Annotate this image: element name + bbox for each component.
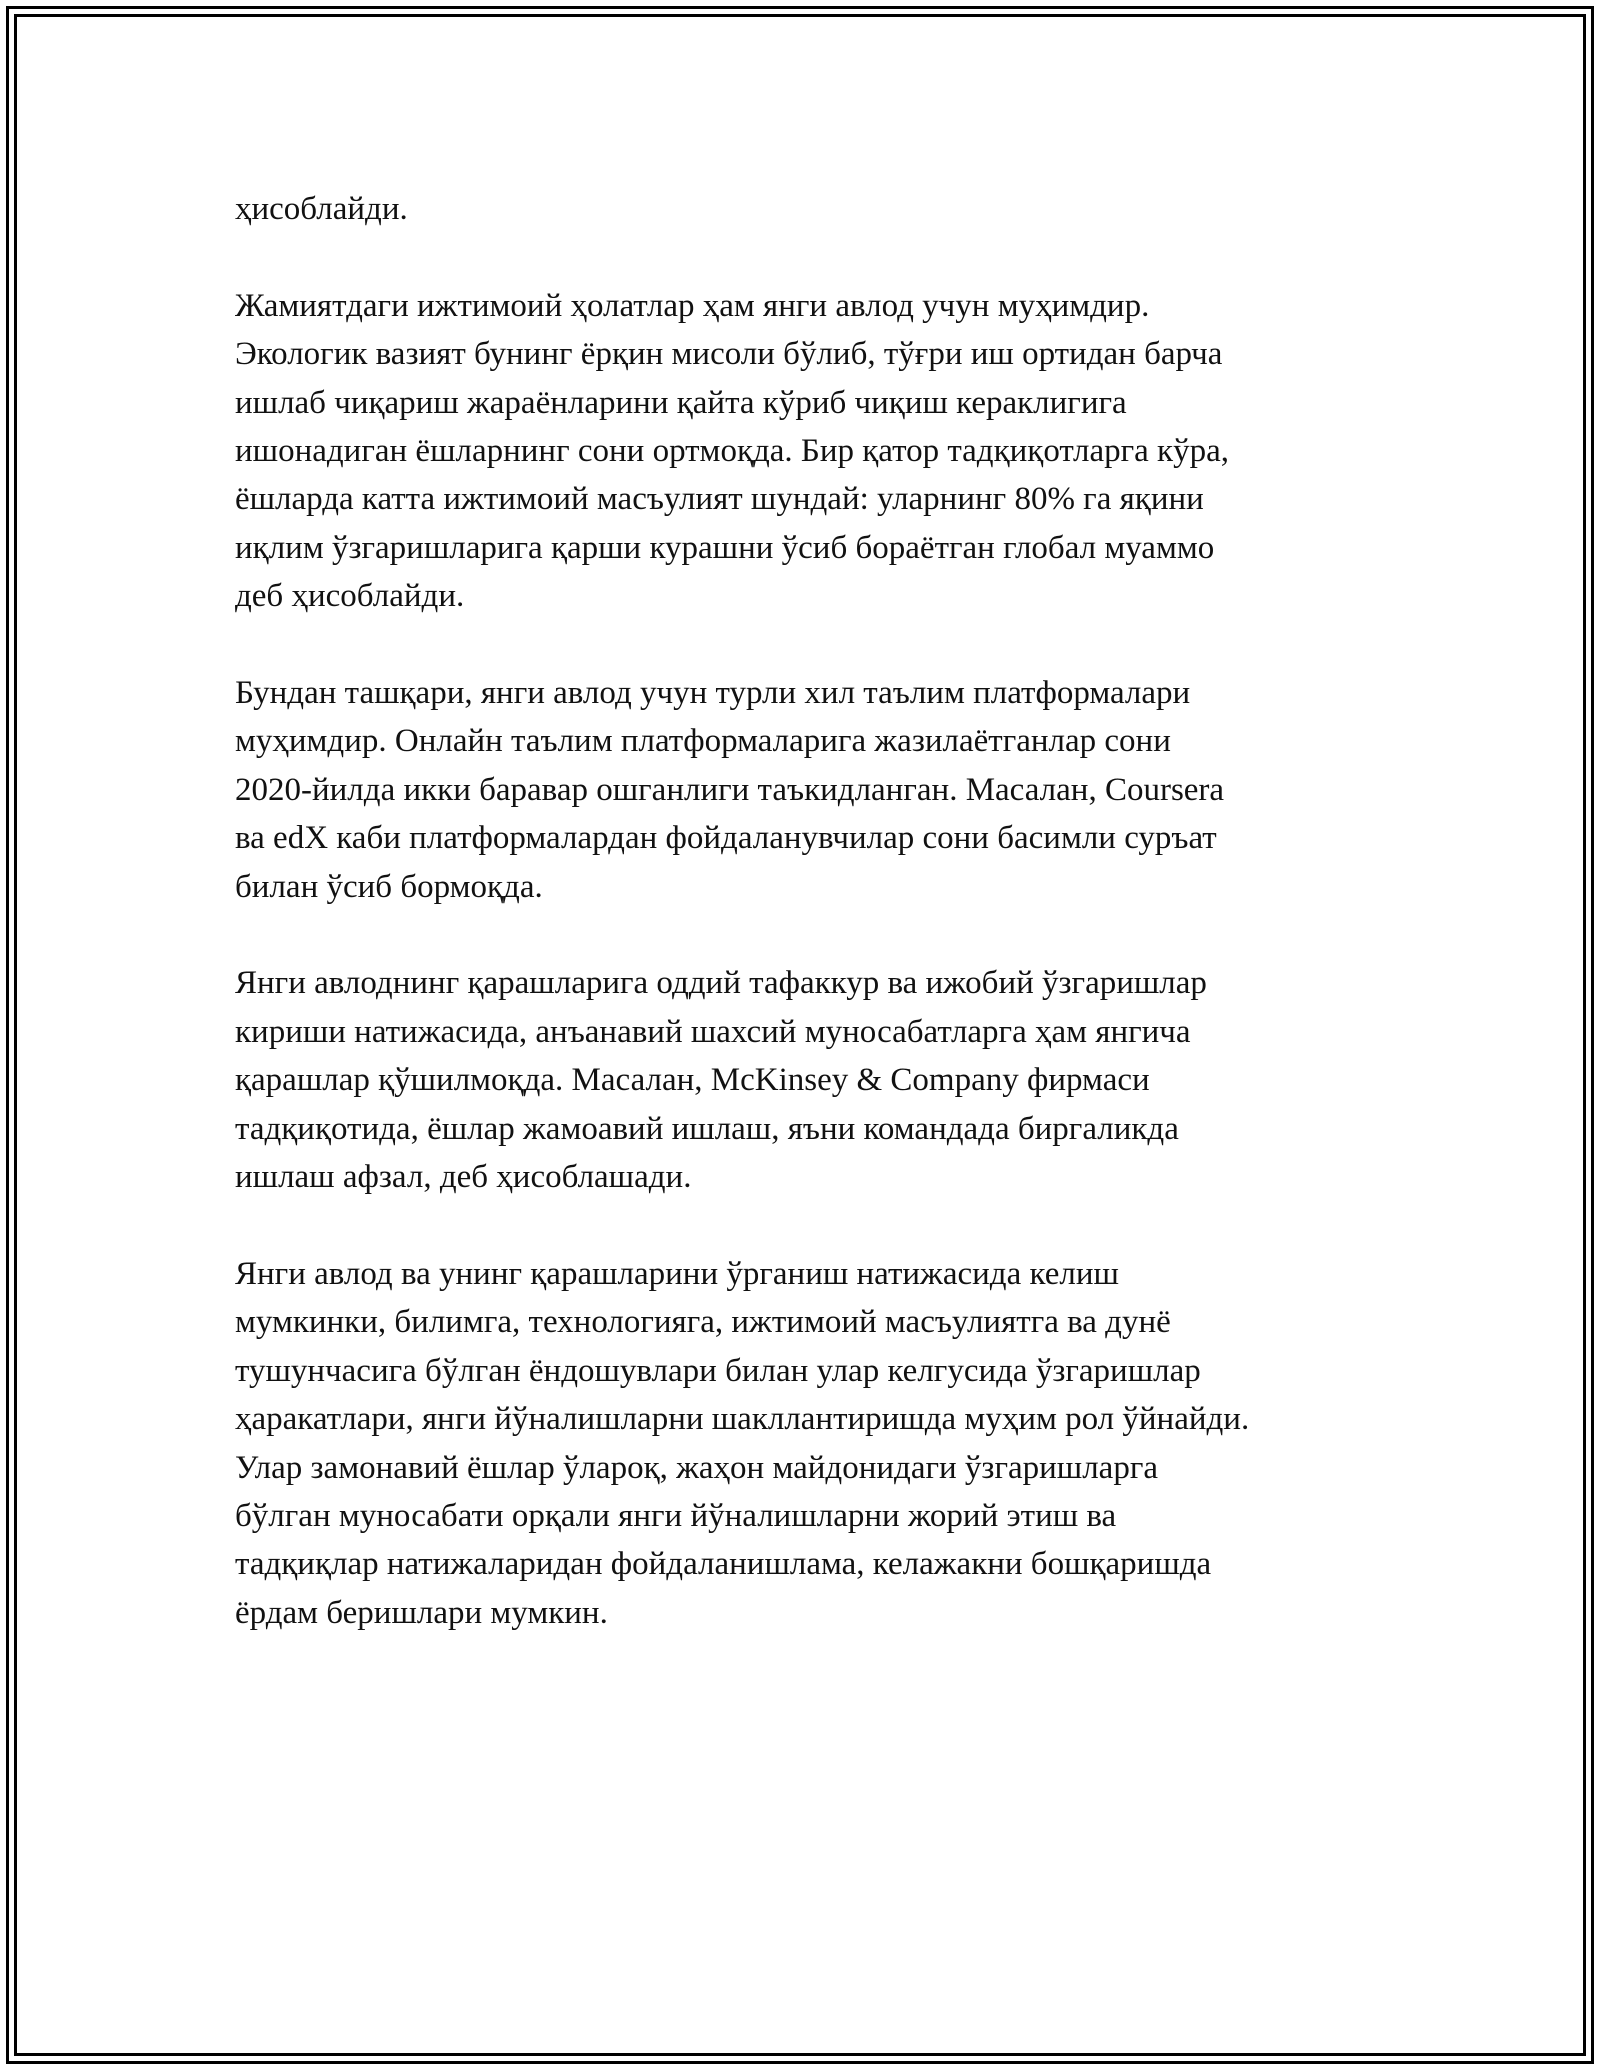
- paragraph-3: [235, 669, 1375, 911]
- text-line: қарашлар қўшилмоқда. Масалан, McKinsey & Company фирмаси: [235, 1062, 1150, 1099]
- text-line: билан ўсиб бормоқда.: [235, 868, 543, 905]
- text-line: Янги авлоднинг қарашларига оддий тафаккур ва ижобий ўзгаришлар: [235, 965, 1207, 1002]
- text-line: деб ҳисоблайди.: [235, 578, 465, 615]
- text-line: ва edX каби платформалардан фойдаланувчилар сони басимли суръат: [235, 820, 1217, 857]
- text-line: ёрдам беришлари мумкин.: [235, 1594, 608, 1631]
- text-line: иқлим ўзгаришларига қарши курашни ўсиб бораётган глобал муаммо: [235, 529, 1215, 566]
- text-line: Янги авлод ва унинг қарашларини ўрганиш натижасида келиш: [235, 1255, 1119, 1292]
- text-line: ишлаш афзал, деб ҳисоблашади.: [235, 1159, 692, 1196]
- text-line: ишлаб чиқариш жараёнларини қайта кўриб чиқиш кераклигига: [235, 384, 1127, 421]
- text-line: бўлган муносабати орқали янги йўналишларни жорий этиш ва: [235, 1497, 1117, 1534]
- paragraph-1: [235, 185, 1375, 233]
- text-line: Улар замонавий ёшлар ўлароқ, жаҳон майдонидаги ўзгаришларга: [235, 1449, 1159, 1486]
- text-line: тадқиқотида, ёшлар жамоавий ишлаш, яъни командада биргаликда: [235, 1110, 1179, 1147]
- text-line: тадқиқлар натижаларидан фойдаланишлама, келажакни бошқаришда: [235, 1546, 1212, 1583]
- text-line: 2020-йилда икки баравар ошганлиги таъкидланган. Масалан, Coursera: [235, 771, 1225, 808]
- text-line: тушунчасига бўлган ёндошувлари билан улар келгусида ўзгаришлар: [235, 1352, 1201, 1389]
- text-line: мумкинки, билимга, технологияга, ижтимоий масъулиятга ва дунё: [235, 1304, 1171, 1341]
- text-line: ишонадиган ёшларнинг сони ортмоқда. Бир қатор тадқиқотларга кўра,: [235, 433, 1229, 470]
- text-line: ёшларда катта ижтимоий масъулият шундай: уларнинг 80% га яқини: [235, 481, 1204, 518]
- text-line: Экологик вазият бунинг ёрқин мисоли бўлиб, тўғри иш ортидан барча: [235, 336, 1223, 373]
- document-body: [235, 185, 1375, 1686]
- text-line: Бундан ташқари, янги авлод учун турли хил таълим платформалари: [235, 675, 1191, 712]
- text-line: кириши натижасида, анъанавий шахсий муносабатларга ҳам янгича: [235, 1013, 1191, 1050]
- paragraph-2: [235, 282, 1375, 621]
- paragraph-5: [235, 1250, 1375, 1637]
- text-line: муҳимдир. Онлайн таълим платформаларига жазилаётганлар сони: [235, 723, 1171, 760]
- text-line: Жамиятдаги ижтимоий ҳолатлар ҳам янги авлод учун муҳимдир.: [235, 287, 1150, 324]
- text-line: ҳисоблайди.: [235, 191, 408, 227]
- text-line: ҳаракатлари, янги йўналишларни шакллантиришда муҳим рол ўйнайди.: [235, 1401, 1250, 1438]
- paragraph-4: [235, 959, 1375, 1201]
